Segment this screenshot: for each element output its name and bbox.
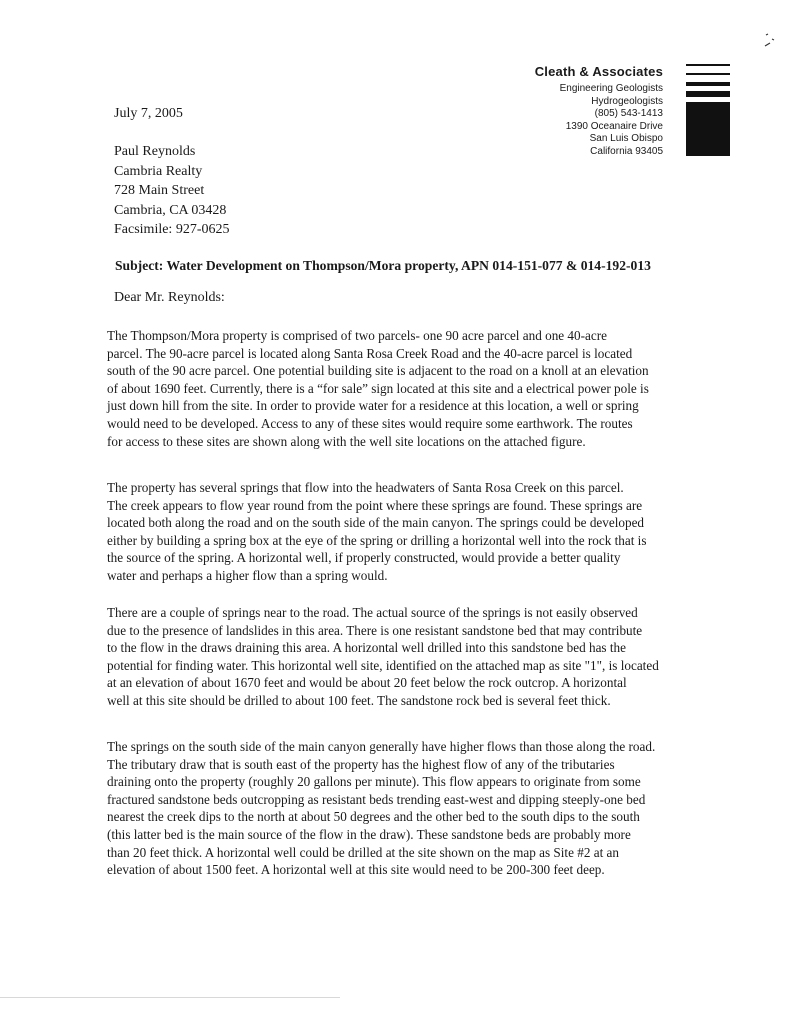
- text-line: located both along the road and on the south side of the main canyon. The springs could be developed: [107, 515, 645, 531]
- salutation: Dear Mr. Reynolds:: [114, 290, 225, 305]
- text-line: potential for finding water. This horizontal well site, identified on the attached map as site "1", is located: [107, 657, 659, 673]
- letterhead-phone: (805) 543-1413: [594, 108, 663, 119]
- text-line: fractured sandstone beds outcropping as resistant beds trending east-west and dipping steeply-one bed: [107, 791, 646, 807]
- text-line: parcel. The 90-acre parcel is located along Santa Rosa Creek Road and the 40-acre parcel is located: [107, 345, 633, 361]
- letterhead: [535, 64, 663, 158]
- logo-block: [686, 102, 730, 156]
- text-line: to the flow in the draws draining this area. A horizontal well drilled into this sandstone bed has the: [107, 640, 626, 656]
- subject-line: Subject: Water Development on Thompson/Mora property, APN 014-151-077 & 014-192-013: [115, 258, 651, 273]
- text-line: (this latter bed is the main source of the flow in the draw). These sandstone beds are probably more: [107, 826, 631, 842]
- text-line: of about 1690 feet. Currently, there is a “for sale” sign located at this site and a electrical power pole is: [107, 380, 649, 396]
- text-line: The property has several springs that flow into the headwaters of Santa Rosa Creek on this parcel.: [107, 480, 624, 495]
- text-line: The springs on the south side of the main canyon generally have higher flows than those along the road.: [107, 739, 656, 754]
- paragraph: [107, 738, 742, 879]
- text-line: draining onto the property (roughly 20 gallons per minute). This flow appears to originate from some: [107, 774, 641, 790]
- company-logo: [686, 64, 730, 156]
- paragraph: [107, 327, 742, 450]
- text-line: well at this site should be drilled to about 100 feet. The sandstone rock bed is several feet thick.: [107, 692, 611, 708]
- text-line: for access to these sites are shown along with the well site locations on the attached figure.: [107, 433, 586, 449]
- text-line: elevation of about 1500 feet. A horizontal well at this site would need to be 200-300 feet deep.: [107, 862, 605, 878]
- letterhead-line: 1390 Oceanaire Drive: [565, 120, 663, 132]
- text-line: The creek appears to flow year round from the point where these springs are found. These springs are: [107, 497, 643, 513]
- recipient-fax: Facsimile: 927-0625: [114, 222, 230, 237]
- text-line: at an elevation of about 1670 feet and would be about 20 feet below the rock outcrop. A horizontal: [107, 675, 627, 691]
- paragraph: [107, 604, 742, 710]
- text-line: The Thompson/Mora property is comprised of two parcels- one 90 acre parcel and one 40-acre: [107, 328, 607, 343]
- letter-date: July 7, 2005: [114, 106, 183, 121]
- recipient-city: Cambria, CA 03428: [114, 202, 227, 218]
- text-line: either by building a spring box at the eye of the spring or drilling a horizontal well into the rock that is: [107, 532, 647, 548]
- letterhead-line: San Luis Obispo: [589, 133, 663, 144]
- text-line: than 20 feet thick. A horizontal well could be drilled at the site shown on the map as Site #2 at an: [107, 844, 619, 860]
- text-line: south of the 90 acre parcel. One potential building site is adjacent to the road on a knoll at an elevation: [107, 363, 649, 379]
- text-line: just down hill from the site. In order to provide water for a residence at this location, a well or spring: [107, 398, 639, 414]
- logo-bar: [686, 82, 730, 86]
- letterhead-line: California 93405: [590, 145, 663, 157]
- logo-bar: [686, 91, 730, 97]
- text-line: would need to be developed. Access to any of these sites would require some earthwork. The routes: [107, 415, 633, 431]
- logo-bar: [686, 64, 730, 66]
- text-line: The tributary draw that is south east of the property has the highest flow of any of the tributaries: [107, 756, 615, 772]
- letterhead-line: Engineering Geologists: [559, 83, 663, 94]
- letterhead-line: Hydrogeologists: [591, 95, 663, 107]
- company-name: Cleath & Associates: [534, 64, 663, 79]
- recipient-name: Paul Reynolds: [114, 144, 196, 159]
- paragraph: [107, 479, 742, 585]
- logo-bar: [686, 73, 730, 75]
- text-line: the source of the spring. A horizontal well, if properly constructed, would provide a better quality: [107, 550, 621, 566]
- recipient-company: Cambria Realty: [114, 163, 203, 179]
- recipient-street: 728 Main Street: [114, 183, 205, 198]
- scan-edge-line: [0, 997, 340, 998]
- recipient-address: [114, 142, 230, 240]
- scan-mark: [762, 30, 778, 50]
- text-line: nearest the creek dips to the north at about 50 degrees and the other bed to the south dips to the south: [107, 809, 640, 825]
- text-line: water and perhaps a higher flow than a spring would.: [107, 567, 388, 583]
- text-line: due to the presence of landslides in this area. There is one resistant sandstone bed that may contribute: [107, 622, 643, 638]
- text-line: There are a couple of springs near to the road. The actual source of the springs is not easily observed: [107, 605, 638, 620]
